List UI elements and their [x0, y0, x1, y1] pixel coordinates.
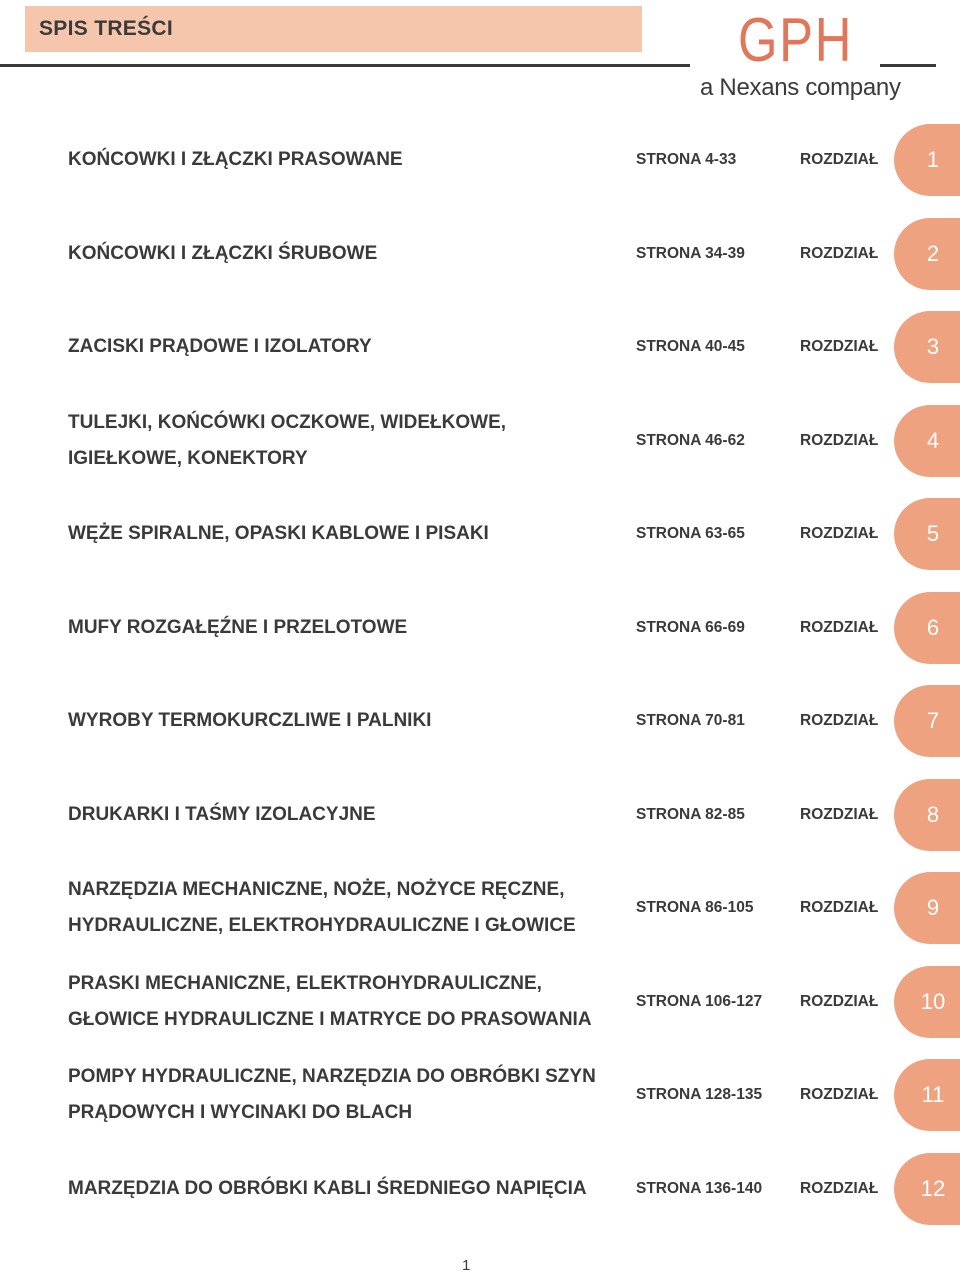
toc-row[interactable]: [0, 685, 960, 757]
toc-title-line: POMPY HYDRAULICZNE, NARZĘDZIA DO OBRÓBKI SZYN: [68, 1066, 596, 1087]
toc-title-line: WYROBY TERMOKURCZLIWE I PALNIKI: [68, 710, 432, 731]
chapter-number: 12: [920, 1176, 946, 1201]
chapter-number: 10: [920, 989, 946, 1014]
chapter-tab[interactable]: [894, 405, 960, 477]
chapter-tab[interactable]: [894, 592, 960, 664]
toc-row[interactable]: [0, 872, 960, 944]
toc-title-line: WĘŻE SPIRALNE, OPASKI KABLOWE I PISAKI: [68, 523, 489, 544]
toc-page-range: STRONA 106-127: [636, 993, 763, 1010]
page-number: 1: [462, 1257, 471, 1274]
toc-chapter-label: ROZDZIAŁ: [800, 899, 879, 916]
logo-tagline: a Nexans company: [700, 74, 901, 101]
toc-title-line: PRASKI MECHANICZNE, ELEKTROHYDRAULICZNE,: [68, 973, 542, 994]
chapter-tab[interactable]: [894, 124, 960, 196]
chapter-number: 1: [926, 147, 940, 172]
toc-chapter-label: ROZDZIAŁ: [800, 245, 879, 262]
toc-title-line: ZACISKI PRĄDOWE I IZOLATORY: [68, 336, 372, 357]
chapter-tab[interactable]: [894, 872, 960, 944]
toc-chapter-label: ROZDZIAŁ: [800, 1086, 879, 1103]
title-bar: [25, 6, 642, 52]
chapter-number: 3: [926, 334, 940, 359]
toc-section-title: [68, 966, 628, 1038]
logo-wordmark: GPH: [738, 6, 854, 75]
chapter-tab[interactable]: [894, 218, 960, 290]
toc-chapter-label: ROZDZIAŁ: [800, 338, 879, 355]
chapter-tab[interactable]: [894, 311, 960, 383]
chapter-number: 5: [926, 521, 940, 546]
toc-page-range: STRONA 4-33: [636, 151, 737, 168]
toc-chapter-label: ROZDZIAŁ: [800, 432, 879, 449]
toc-chapter-label: ROZDZIAŁ: [800, 151, 879, 168]
toc-title-line: PRĄDOWYCH I WYCINAKI DO BLACH: [68, 1102, 413, 1123]
chapter-tab[interactable]: [894, 1059, 960, 1131]
page-title: SPIS TREŚCI: [39, 17, 173, 40]
chapter-number: 7: [926, 708, 940, 733]
toc-section-title: [68, 1153, 628, 1225]
toc-title-line: KOŃCOWKI I ZŁĄCZKI ŚRUBOWE: [68, 243, 378, 264]
toc-section-title: [68, 872, 628, 944]
chapter-tab[interactable]: [894, 779, 960, 851]
toc-page-range: STRONA 34-39: [636, 245, 745, 262]
toc-row[interactable]: [0, 124, 960, 196]
toc-chapter-label: ROZDZIAŁ: [800, 619, 879, 636]
toc-page-range: STRONA 86-105: [636, 899, 754, 916]
toc-section-title: [68, 405, 628, 477]
toc-row[interactable]: [0, 311, 960, 383]
toc-title-line: MUFY ROZGAŁĘŹNE I PRZELOTOWE: [68, 617, 408, 638]
toc-page-range: STRONA 40-45: [636, 338, 745, 355]
toc-chapter-label: ROZDZIAŁ: [800, 525, 879, 542]
toc-row[interactable]: [0, 592, 960, 664]
chapter-number: 11: [921, 1082, 945, 1107]
chapter-number: 6: [926, 615, 940, 640]
toc-chapter-label: ROZDZIAŁ: [800, 1180, 879, 1197]
toc-row[interactable]: [0, 218, 960, 290]
toc-title-line: NARZĘDZIA MECHANICZNE, NOŻE, NOŻYCE RĘCZNE,: [68, 879, 565, 900]
toc-row[interactable]: [0, 1059, 960, 1131]
chapter-tab[interactable]: [894, 498, 960, 570]
toc-page-range: STRONA 66-69: [636, 619, 745, 636]
toc-section-title: [68, 498, 628, 570]
toc-title-line: DRUKARKI I TAŚMY IZOLACYJNE: [68, 804, 376, 825]
chapter-number: 9: [926, 895, 940, 920]
toc-row[interactable]: [0, 498, 960, 570]
toc-page-range: STRONA 46-62: [636, 432, 745, 449]
toc-page-range: STRONA 128-135: [636, 1086, 763, 1103]
chapter-tab[interactable]: [894, 966, 960, 1038]
toc-section-title: [68, 779, 628, 851]
toc-title-line: MARZĘDZIA DO OBRÓBKI KABLI ŚREDNIEGO NAPIĘCIA: [68, 1178, 587, 1199]
toc-title-line: KOŃCOWKI I ZŁĄCZKI PRASOWANE: [68, 149, 403, 170]
chapter-tab[interactable]: [894, 685, 960, 757]
toc-chapter-label: ROZDZIAŁ: [800, 712, 879, 729]
chapter-number: 4: [926, 428, 940, 453]
company-logo: [698, 6, 901, 102]
toc-row[interactable]: [0, 966, 960, 1038]
toc-title-line: IGIEŁKOWE, KONEKTORY: [68, 448, 308, 469]
toc-section-title: [68, 311, 628, 383]
toc-page-range: STRONA 63-65: [636, 525, 745, 542]
toc-row[interactable]: [0, 779, 960, 851]
toc-section-title: [68, 685, 628, 757]
toc-row[interactable]: [0, 1153, 960, 1225]
toc-section-title: [68, 592, 628, 664]
toc-section-title: [68, 218, 628, 290]
toc-page-range: STRONA 82-85: [636, 806, 745, 823]
chapter-number: 2: [926, 241, 940, 266]
toc-title-line: GŁOWICE HYDRAULICZNE I MATRYCE DO PRASOWANIA: [68, 1009, 592, 1030]
toc-section-title: [68, 1059, 628, 1131]
toc-page-range: STRONA 136-140: [636, 1180, 763, 1197]
toc-section-title: [68, 124, 628, 196]
toc-chapter-label: ROZDZIAŁ: [800, 806, 879, 823]
toc-row[interactable]: [0, 405, 960, 477]
toc-title-line: TULEJKI, KOŃCÓWKI OCZKOWE, WIDEŁKOWE,: [68, 412, 507, 433]
toc-title-line: HYDRAULICZNE, ELEKTROHYDRAULICZNE I GŁOWICE: [68, 915, 576, 936]
toc-page-range: STRONA 70-81: [636, 712, 745, 729]
header-rule-left: [0, 64, 690, 67]
chapter-tab[interactable]: [894, 1153, 960, 1225]
toc-chapter-label: ROZDZIAŁ: [800, 993, 879, 1010]
chapter-number: 8: [926, 802, 940, 827]
